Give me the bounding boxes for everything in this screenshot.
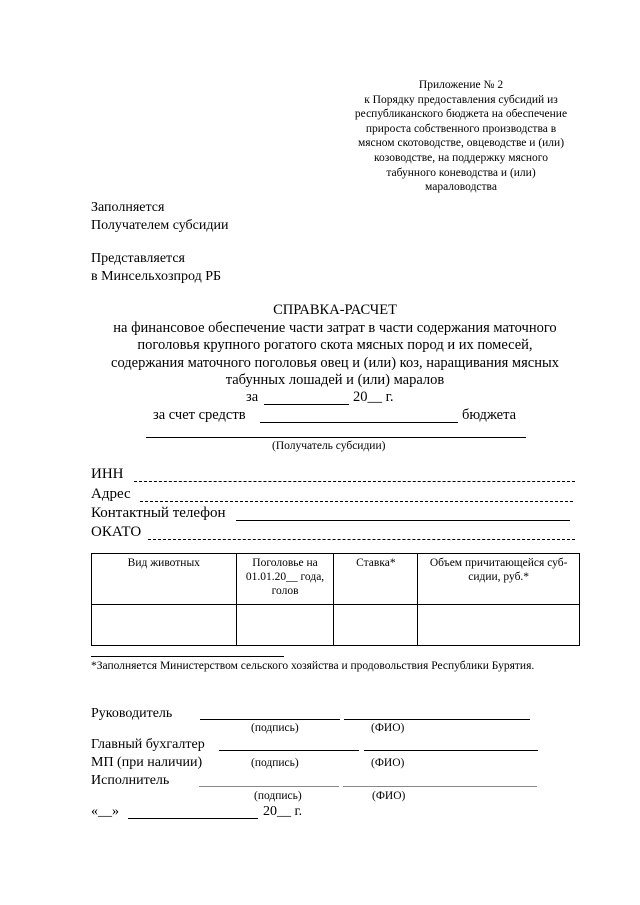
name-caption: (ФИО)	[371, 757, 405, 769]
appendix-line: к Порядку предоставления субсидий из	[364, 93, 558, 106]
accountant-name-line[interactable]	[364, 750, 538, 751]
document-title	[80, 302, 590, 390]
period-year: 20__ г.	[353, 389, 394, 405]
cell-animal-type[interactable]	[92, 605, 237, 646]
executor-label: Исполнитель	[91, 773, 170, 788]
executor-name-line[interactable]	[343, 786, 537, 787]
executor-signature-line[interactable]	[199, 786, 339, 787]
appendix-line: козоводстве, на поддержку мясного	[374, 151, 548, 164]
phone-input-line[interactable]	[236, 520, 570, 521]
address-label: Адрес	[91, 486, 131, 502]
cell-subsidy-amount[interactable]	[418, 605, 580, 646]
appendix-line: мараловодства	[425, 181, 497, 194]
cell-rate[interactable]	[334, 605, 418, 646]
recipient-caption: (Получатель субсидии)	[272, 440, 386, 452]
head-signature-line[interactable]	[200, 719, 340, 720]
signature-caption: (подпись)	[251, 757, 299, 769]
address-input-line[interactable]	[140, 501, 573, 502]
signature-caption: (подпись)	[254, 790, 302, 802]
cell-livestock-count[interactable]	[236, 605, 334, 646]
signature-caption: (подпись)	[251, 722, 299, 734]
period-prefix: за	[246, 389, 259, 405]
date-month-line[interactable]	[128, 818, 258, 819]
period-input-line[interactable]	[264, 404, 349, 405]
footnote: *Заполняется Министерством сельского хозяйства и продовольствия Республики Бурятия.	[91, 660, 535, 672]
header-livestock-count: Поголовье на 01.01.20__ года, голов	[236, 554, 334, 605]
chief-accountant-label: Главный бухгалтер	[91, 737, 205, 752]
calculation-table	[91, 553, 580, 646]
okato-input-line[interactable]	[148, 539, 575, 540]
title-line: на финансовое обеспечение части затрат в части содержания маточного	[113, 319, 557, 336]
table-row	[92, 605, 580, 646]
footnote-separator	[91, 656, 284, 657]
appendix-line: мясном скотоводстве, овцеводстве и (или)	[357, 137, 565, 150]
recipient-input-line[interactable]	[146, 437, 526, 438]
name-caption: (ФИО)	[372, 790, 406, 802]
title-line: поголовья крупного рогатого скота мясных пород и их помесей,	[137, 337, 533, 353]
appendix-line: прироста собственного производства в	[365, 122, 557, 135]
funds-prefix: за счет средств	[153, 407, 246, 423]
appendix-header	[330, 78, 592, 195]
header-subsidy-amount: Объем причитающейся суб-сидии, руб.*	[418, 554, 580, 605]
title-line: содержания маточного поголовья овец и (или) коз, наращивания мясных	[111, 354, 559, 371]
budget-input-line[interactable]	[260, 422, 458, 423]
title-line: табунных лошадей и (или) маралов	[225, 372, 445, 388]
inn-label: ИНН	[91, 466, 124, 482]
head-name-line[interactable]	[344, 719, 530, 720]
inn-input-line[interactable]	[134, 481, 575, 482]
date-prefix: «__»	[91, 804, 119, 819]
header-rate: Ставка*	[334, 554, 418, 605]
head-label: Руководитель	[91, 706, 173, 721]
header-animal-type: Вид животных	[92, 554, 237, 605]
date-year: 20__ г.	[263, 804, 303, 819]
appendix-line: табунного коневодства и (или)	[386, 166, 536, 179]
stamp-label: МП (при наличии)	[91, 755, 203, 770]
submitted-to-line-2: в Минсельхозпрод РБ	[91, 269, 222, 284]
accountant-signature-line[interactable]	[219, 750, 359, 751]
appendix-line: Приложение № 2	[418, 79, 504, 91]
funds-suffix: бюджета	[462, 407, 517, 423]
name-caption: (ФИО)	[371, 722, 405, 734]
filled-by-line-1: Заполняется	[91, 200, 165, 215]
appendix-line: республиканского бюджета на обеспечение	[354, 108, 568, 121]
title-heading: СПРАВКА-РАСЧЕТ	[273, 302, 397, 318]
phone-label: Контактный телефон	[91, 505, 226, 521]
filled-by-line-2: Получателем субсидии	[91, 218, 229, 233]
table-header-row	[92, 554, 580, 605]
submitted-to-line-1: Представляется	[91, 251, 185, 266]
okato-label: ОКАТО	[91, 524, 142, 540]
